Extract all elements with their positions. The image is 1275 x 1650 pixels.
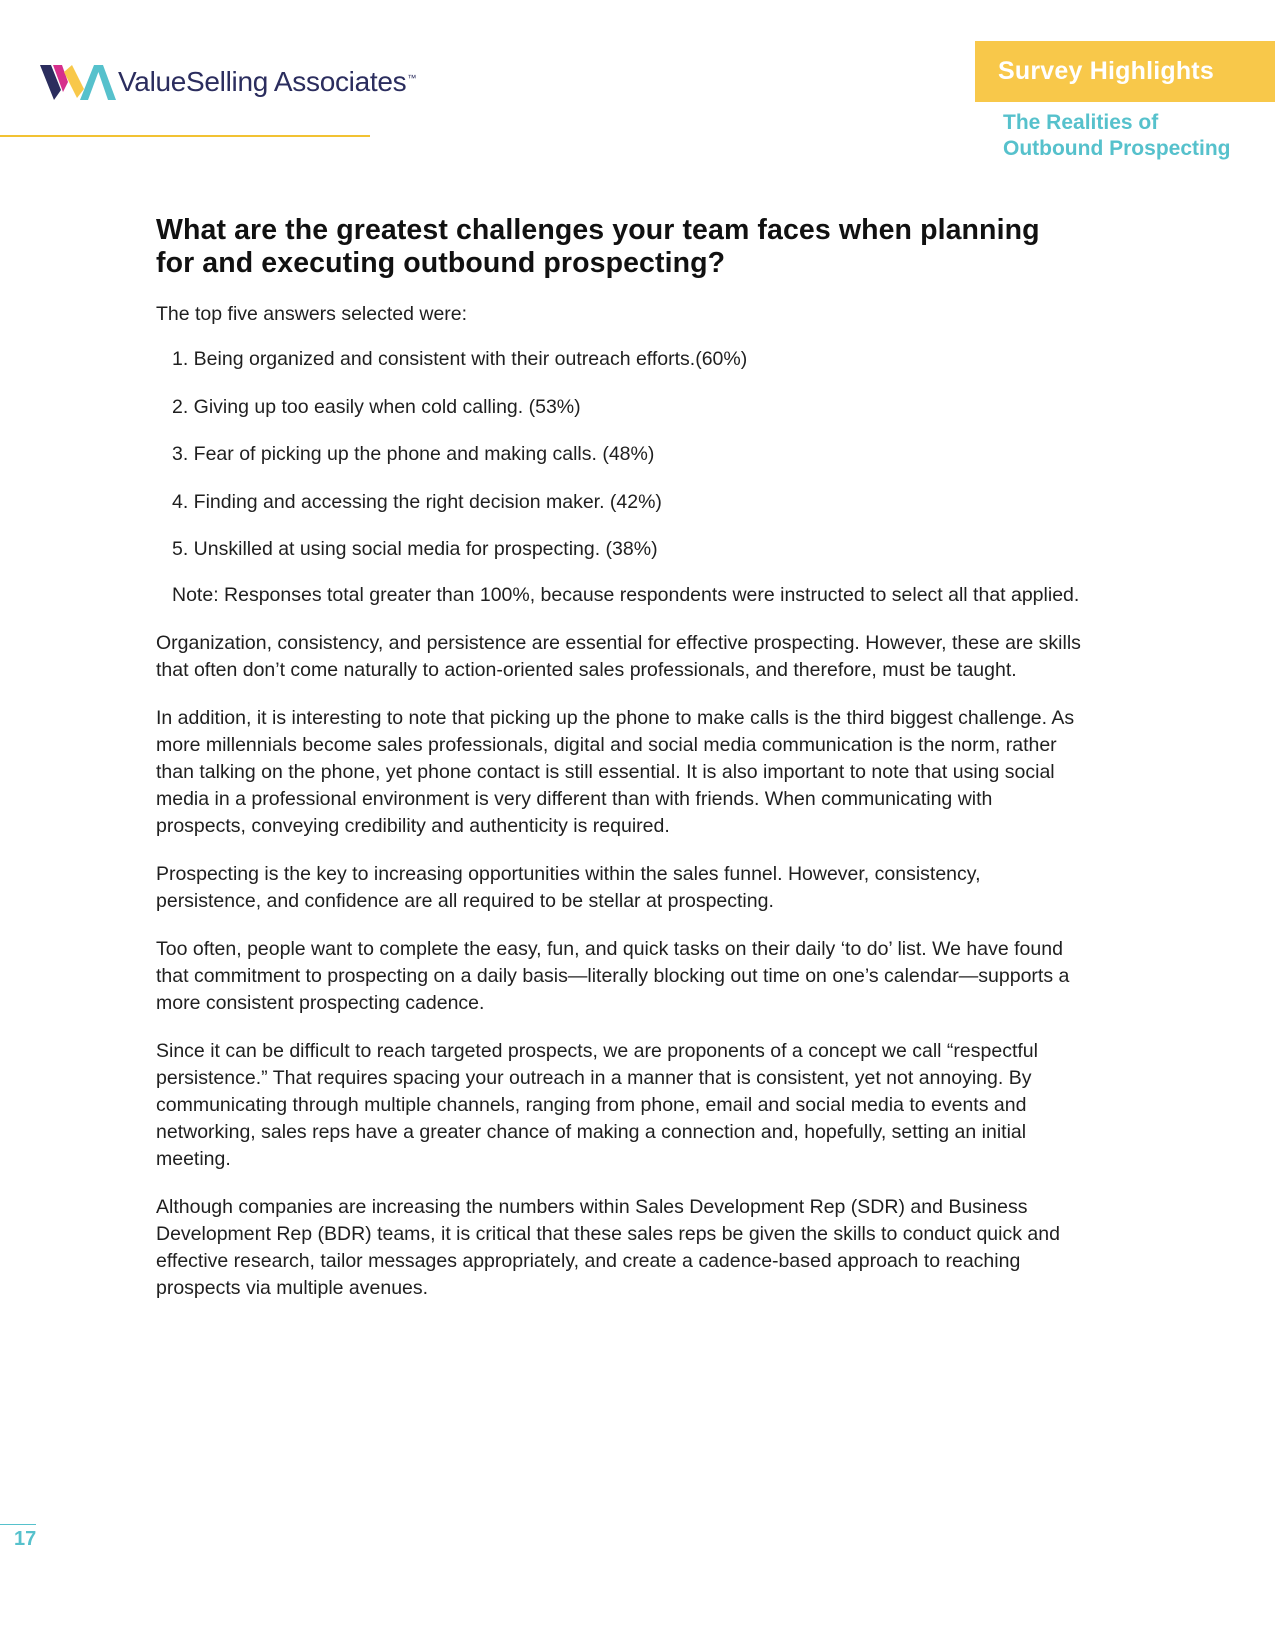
answer-item: 5. Unskilled at using social media for prospecting. (38%) — [172, 538, 658, 560]
vsa-logo-mark-icon — [40, 62, 116, 102]
page-body — [156, 214, 1081, 1302]
body-paragraph: Since it can be difficult to reach targeted prospects, we are proponents of a concept we call “respectful persistence.” That requires spacing your outreach in a manner that is consistent, yet not annoying. By communicating through multiple channels, ranging from phone, email and social media to events and networking, sales reps have a greater chance of making a connection and, hopefully, setting an initial meeting. — [156, 1039, 1038, 1170]
page-number-rule — [0, 1524, 36, 1525]
header-divider — [0, 135, 370, 137]
answer-item: 4. Finding and accessing the right decision maker. (42%) — [172, 490, 662, 513]
survey-question-heading: What are the greatest challenges your team faces when planning for and executing outbound prospecting? — [156, 214, 1040, 279]
responses-note: Note: Responses total greater than 100%, because respondents were instructed to select all that applied. — [172, 583, 1080, 606]
banner-title: Survey Highlights — [998, 57, 1214, 85]
company-logo — [40, 60, 416, 104]
top-answers-list — [156, 346, 1081, 563]
body-paragraph: In addition, it is interesting to note that picking up the phone to make calls is the third biggest challenge. As more millennials become sales professionals, digital and social media communication is the norm, rather than talking on the phone, yet phone contact is still essential. It is also important to note that using social media in a professional environment is very different than with friends. When communicating with prospects, conveying credibility and authenticity is required. — [156, 706, 1075, 837]
answer-item: 3. Fear of picking up the phone and making calls. (48%) — [172, 443, 655, 465]
answer-item: 2. Giving up too easily when cold calling. (53%) — [172, 395, 581, 418]
body-paragraph: Too often, people want to complete the easy, fun, and quick tasks on their daily ‘to do’ list. We have found that commitment to prospecting on a daily basis—literally blocking out time on one’s calendar—supports a more consistent prospecting cadence. — [156, 937, 1070, 1014]
answer-item: 1. Being organized and consistent with their outreach efforts.(60%) — [172, 348, 748, 370]
survey-highlights-banner — [975, 41, 1275, 102]
page-number: 17 — [14, 1528, 37, 1550]
body-paragraph: Prospecting is the key to increasing opportunities within the sales funnel. However, consistency, persistence, and confidence are all required to be stellar at prospecting. — [156, 862, 981, 912]
body-paragraph: Although companies are increasing the numbers within Sales Development Rep (SDR) and Business Development Rep (BDR) teams, it is critical that these sales reps be given the skills to conduct quick and effective research, tailor messages appropriately, and create a cadence-based approach to reaching prospects via multiple avenues. — [156, 1195, 1060, 1299]
report-subtitle: The Realities of Outbound Prospecting — [1003, 111, 1231, 160]
body-paragraph: Organization, consistency, and persistence are essential for effective prospecting. However, these are skills that often don’t come naturally to action-oriented sales professionals, and therefore, must be taught. — [156, 631, 1081, 681]
logo-wordmark: ValueSelling Associates™ — [118, 66, 417, 97]
intro-text: The top five answers selected were: — [156, 303, 468, 325]
